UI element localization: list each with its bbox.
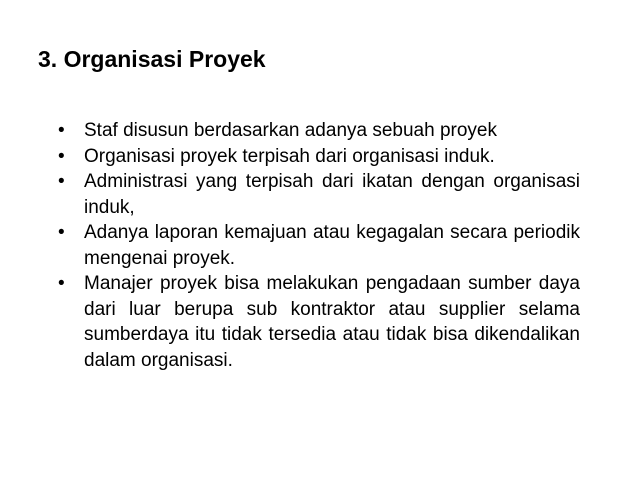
bullet-text: Administrasi yang terpisah dari ikatan dengan organisasi induk, — [84, 171, 580, 218]
bullet-dot-icon: • — [58, 222, 65, 243]
bullet-list — [58, 118, 580, 373]
slide-title: 3. Organisasi Proyek — [38, 46, 266, 72]
bullet-dot-icon: • — [58, 171, 65, 192]
bullet-text: Staf disusun berdasarkan adanya sebuah proyek — [84, 120, 497, 141]
bullet-item — [58, 271, 580, 373]
bullet-text: Adanya laporan kemajuan atau kegagalan secara periodik mengenai proyek. — [84, 222, 580, 269]
bullet-item — [58, 220, 580, 271]
bullet-item — [58, 118, 580, 144]
bullet-text: Organisasi proyek terpisah dari organisasi induk. — [84, 145, 495, 167]
bullet-item — [58, 144, 580, 170]
bullet-dot-icon: • — [58, 145, 65, 167]
bullet-dot-icon: • — [58, 273, 65, 294]
bullet-item — [58, 169, 580, 220]
bullet-dot-icon: • — [58, 120, 65, 141]
bullet-text: Manajer proyek bisa melakukan pengadaan sumber daya dari luar berupa sub kontraktor atau supplier selama sumberdaya itu tidak tersedia atau tidak bisa dikendalikan dalam organisasi. — [84, 273, 580, 371]
